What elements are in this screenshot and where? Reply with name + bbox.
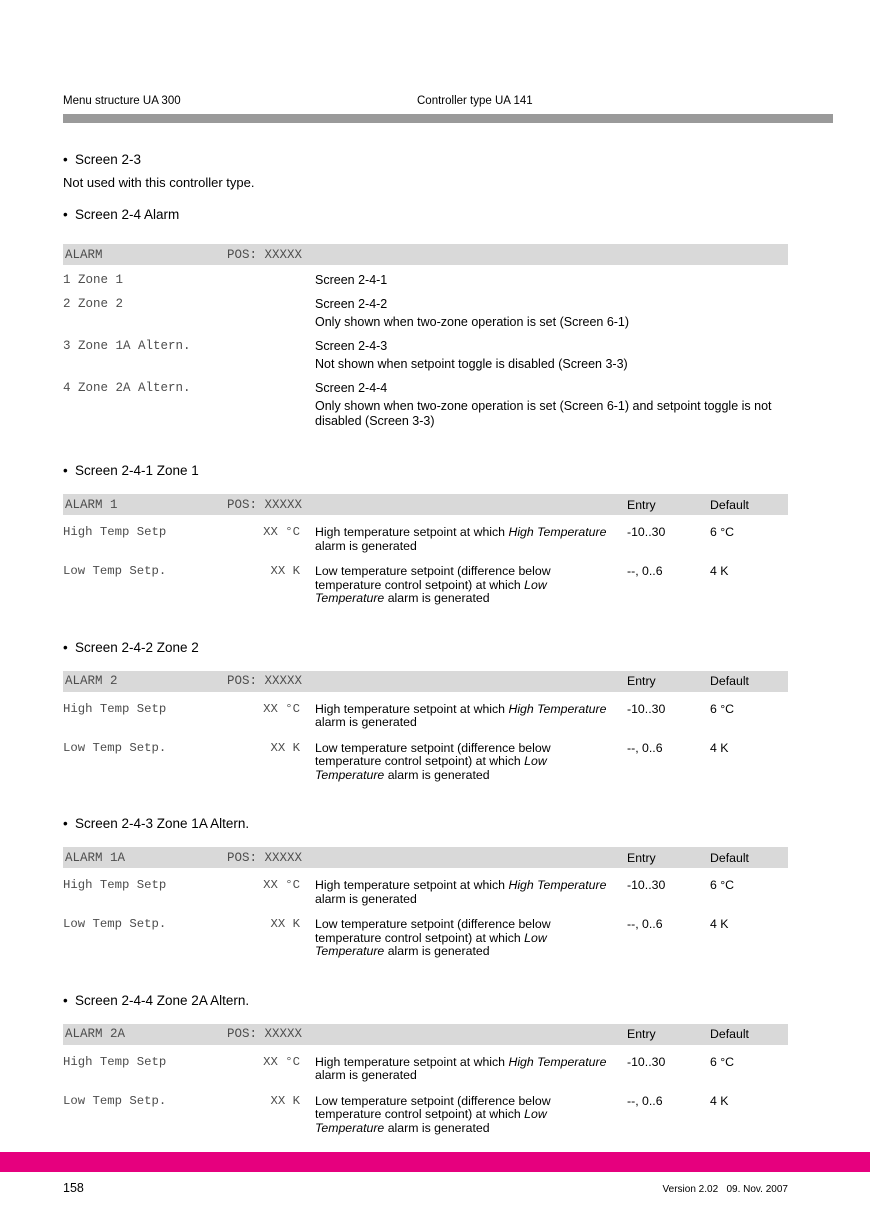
menu-item-target — [315, 297, 788, 330]
table-row — [63, 879, 788, 906]
table-row — [63, 742, 788, 783]
param-value: XX °C — [263, 1054, 300, 1069]
default-value: 6 °C — [710, 701, 735, 716]
param-value: XX K — [270, 740, 300, 755]
section-heading — [63, 639, 788, 656]
table-row — [63, 339, 788, 372]
param-name: High Temp Setp — [63, 1054, 167, 1069]
param-name: Low Temp Setp. — [63, 917, 167, 931]
entry-column-header: Entry — [627, 497, 656, 512]
entry-value: -10..30 — [627, 1054, 666, 1069]
screen-ref: Screen 2-4-2 — [315, 297, 388, 311]
param-description: Low temperature setpoint (difference below temperature control setpoint) at which Low Temperature alarm is generated — [315, 1093, 551, 1135]
param-value: XX K — [270, 1093, 300, 1108]
default-value: 4 K — [710, 917, 729, 931]
bullet-label: • Screen 2-3 — [75, 152, 142, 167]
section-screen-2-4-1 — [63, 462, 788, 606]
param-description: High temperature setpoint at which High Temperature alarm is generated — [315, 525, 607, 553]
param-description: High temperature setpoint at which High Temperature alarm is generated — [315, 878, 607, 906]
table-row — [63, 1056, 788, 1083]
default-column-header: Default — [710, 1027, 749, 1041]
param-description: High temperature setpoint at which High Temperature alarm is generated — [315, 1054, 607, 1082]
param-value: XX K — [270, 564, 300, 578]
bullet-label: • Screen 2-4 Alarm — [75, 207, 180, 222]
screen-condition: Only shown when two-zone operation is set (Screen 6-1) — [315, 315, 630, 329]
section-heading — [63, 815, 788, 832]
section-screen-2-4-2 — [63, 639, 788, 783]
table-header-band — [63, 847, 788, 868]
menu-item-target — [315, 381, 788, 429]
param-description: Low temperature setpoint (difference below temperature control setpoint) at which Low Temperature alarm is generated — [315, 564, 551, 605]
table-header-band — [63, 244, 788, 265]
table-title: ALARM 1 — [65, 497, 118, 512]
section-heading-label: • Screen 2-4-1 Zone 1 — [75, 463, 199, 478]
param-name: Low Temp Setp. — [63, 564, 167, 578]
bullet-screen-2-4 — [63, 206, 788, 223]
entry-value: --, 0..6 — [627, 740, 663, 755]
version-info: Version 2.02 09. Nov. 2007 — [662, 1184, 788, 1195]
alarm-menu-table — [63, 244, 788, 429]
section-heading — [63, 462, 788, 479]
table-row — [63, 273, 788, 288]
table-title: ALARM 2A — [65, 1027, 126, 1041]
screen-ref: Screen 2-4-4 — [315, 381, 388, 395]
param-value: XX °C — [263, 701, 300, 716]
menu-item-label: 1 Zone 1 — [63, 273, 124, 287]
section-heading-label: • Screen 2-4-4 Zone 2A Altern. — [75, 992, 250, 1008]
param-name: High Temp Setp — [63, 878, 167, 892]
table-header-band — [63, 671, 788, 692]
screen-ref: Screen 2-4-3 — [315, 339, 388, 353]
default-value: 4 K — [710, 1093, 729, 1108]
section-screen-2-4-4 — [63, 992, 788, 1136]
menu-item-target — [315, 273, 788, 288]
param-value: XX °C — [263, 525, 300, 539]
entry-value: --, 0..6 — [627, 564, 663, 578]
table-title: ALARM 1A — [65, 850, 126, 865]
table-pos: POS: XXXXX — [227, 247, 303, 262]
menu-rows — [63, 273, 788, 429]
default-column-header: Default — [710, 850, 749, 865]
table-row — [63, 565, 788, 606]
screen-condition: Only shown when two-zone operation is set (Screen 6-1) and setpoint toggle is not disabled (Screen 3-3) — [315, 399, 772, 428]
screen-ref: Screen 2-4-1 — [315, 273, 388, 287]
table-row — [63, 297, 788, 330]
screen-condition: Not shown when setpoint toggle is disabled (Screen 3-3) — [315, 357, 628, 371]
table-header-band — [63, 494, 788, 515]
section-heading-label: • Screen 2-4-3 Zone 1A Altern. — [75, 816, 250, 831]
bullet-screen-2-3 — [63, 151, 788, 168]
table-row — [63, 703, 788, 730]
table-pos: POS: XXXXX — [227, 850, 303, 865]
param-name: Low Temp Setp. — [63, 1093, 167, 1108]
entry-value: --, 0..6 — [627, 917, 663, 931]
table-row — [63, 381, 788, 429]
page-number: 158 — [63, 1181, 84, 1195]
entry-value: -10..30 — [627, 878, 666, 892]
param-name: Low Temp Setp. — [63, 740, 167, 755]
table-row — [63, 1095, 788, 1136]
param-value: XX °C — [263, 878, 300, 892]
footer-accent-bar — [0, 1152, 870, 1172]
entry-column-header: Entry — [627, 1027, 656, 1041]
param-name: High Temp Setp — [63, 525, 167, 539]
entry-value: -10..30 — [627, 525, 666, 539]
param-description: Low temperature setpoint (difference below temperature control setpoint) at which Low Temperature alarm is generated — [315, 740, 551, 782]
entry-column-header: Entry — [627, 674, 656, 688]
menu-item-label: 2 Zone 2 — [63, 297, 124, 311]
section-screen-2-4-3 — [63, 815, 788, 959]
param-name: High Temp Setp — [63, 701, 167, 716]
running-header — [63, 95, 788, 108]
default-column-header: Default — [710, 674, 749, 688]
table-title: ALARM — [65, 247, 103, 262]
table-title: ALARM 2 — [65, 674, 118, 688]
menu-item-target — [315, 339, 788, 372]
table-pos: POS: XXXXX — [227, 674, 303, 688]
param-description: High temperature setpoint at which High Temperature alarm is generated — [315, 701, 607, 729]
header-rule — [63, 114, 833, 123]
menu-item-label: 4 Zone 2A Altern. — [63, 381, 191, 395]
note-screen-2-3: Not used with this controller type. — [63, 175, 255, 190]
table-pos: POS: XXXXX — [227, 497, 303, 512]
running-header-left: Menu structure UA 300 — [63, 95, 181, 107]
table-header-band — [63, 1024, 788, 1045]
param-value: XX K — [270, 917, 300, 931]
entry-column-header: Entry — [627, 850, 656, 865]
default-column-header: Default — [710, 497, 749, 512]
param-description: Low temperature setpoint (difference below temperature control setpoint) at which Low Temperature alarm is generated — [315, 917, 551, 958]
entry-value: --, 0..6 — [627, 1093, 663, 1108]
table-row — [63, 918, 788, 959]
default-value: 6 °C — [710, 525, 735, 539]
default-value: 6 °C — [710, 878, 735, 892]
default-value: 6 °C — [710, 1054, 735, 1069]
default-value: 4 K — [710, 564, 729, 578]
default-value: 4 K — [710, 740, 729, 755]
entry-value: -10..30 — [627, 701, 666, 716]
page-content — [63, 0, 788, 1135]
table-row — [63, 526, 788, 553]
running-header-center: Controller type UA 141 — [417, 95, 533, 107]
section-heading — [63, 992, 788, 1009]
menu-item-label: 3 Zone 1A Altern. — [63, 339, 191, 353]
table-pos: POS: XXXXX — [227, 1027, 303, 1041]
section-heading-label: • Screen 2-4-2 Zone 2 — [75, 639, 199, 655]
